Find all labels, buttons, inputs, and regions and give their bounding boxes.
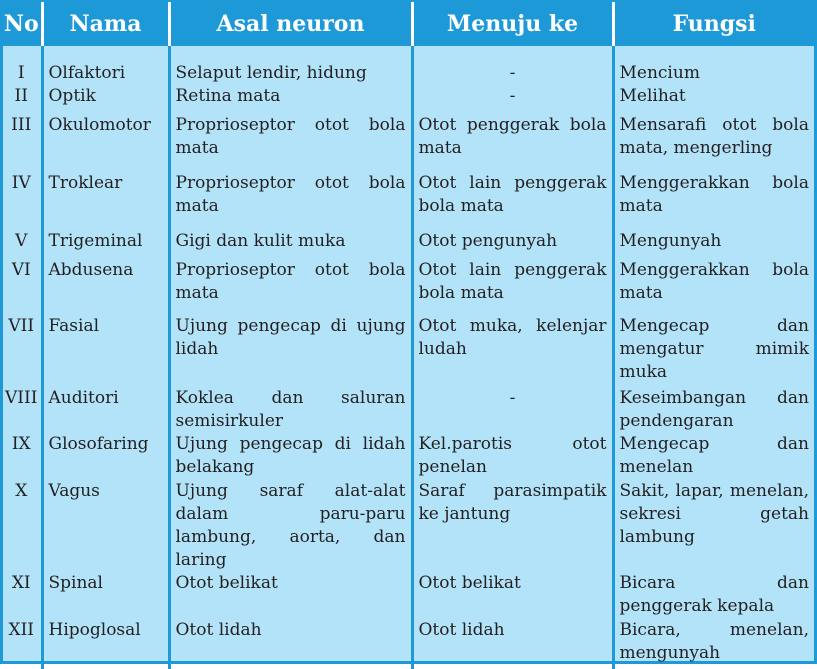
cranial-nerves-table	[2, 2, 814, 669]
cell-asal: Proprioseptor otot bola mata	[169, 259, 412, 315]
cell-no: V	[15, 231, 28, 251]
cell-menuju: Otot penggerak bola mata	[412, 114, 613, 172]
cell-fungsi: Keseimbangan dan pendengaran	[613, 387, 814, 433]
table-row	[2, 619, 814, 669]
cell-fungsi: Bicara, menelan, mengunyah	[613, 619, 814, 669]
cell-menuju: Otot muka, kelenjar ludah	[412, 315, 613, 387]
table-row	[2, 114, 814, 172]
cell-no: I	[17, 63, 25, 83]
header-menuju-ke: Menuju ke	[412, 2, 613, 46]
cell-nama: Trigeminal	[42, 230, 169, 259]
cell-no: IV	[11, 173, 31, 193]
cell-no: VIII	[5, 388, 38, 408]
cell-menuju: -	[412, 387, 613, 433]
cell-fungsi: Menggerakkan bola mata	[613, 259, 814, 315]
header-asal-neuron: Asal neuron	[169, 2, 412, 46]
cell-menuju: -	[412, 85, 613, 114]
cell-menuju: Saraf parasimpatik ke jantung	[412, 480, 613, 572]
header-no: No	[2, 2, 42, 46]
cell-menuju: Kel.parotis otot penelan	[412, 433, 613, 480]
table-row	[2, 172, 814, 230]
cell-nama: Troklear	[42, 172, 169, 230]
cell-menuju: Otot belikat	[412, 572, 613, 619]
cell-asal: Selaput lendir, hidung	[169, 46, 412, 85]
cell-menuju: Otot lain penggerak bola mata	[412, 172, 613, 230]
cell-nama: Olfaktori	[42, 46, 169, 85]
table-row	[2, 433, 814, 480]
cell-nama: Abdusena	[42, 259, 169, 315]
cell-asal: Otot belikat	[169, 572, 412, 619]
cell-fungsi: Mengunyah	[613, 230, 814, 259]
cell-fungsi: Menggerakkan bola mata	[613, 172, 814, 230]
table-row	[2, 85, 814, 114]
cell-no: VI	[11, 260, 31, 280]
cell-asal: Proprioseptor otot bola mata	[169, 172, 412, 230]
cell-no: II	[14, 86, 28, 106]
cell-nama: Vagus	[42, 480, 169, 572]
table-row	[2, 259, 814, 315]
header-nama: Nama	[42, 2, 169, 46]
cell-asal: Koklea dan saluran semisirkuler	[169, 387, 412, 433]
cell-nama: Fasial	[42, 315, 169, 387]
cell-nama: Glosofaring	[42, 433, 169, 480]
table-row	[2, 480, 814, 572]
cell-menuju: Otot pengunyah	[412, 230, 613, 259]
cell-nama: Auditori	[42, 387, 169, 433]
cell-nama: Optik	[42, 85, 169, 114]
cell-nama: Spinal	[42, 572, 169, 619]
table-row	[2, 230, 814, 259]
cell-fungsi: Mengecap dan mengatur mimik muka	[613, 315, 814, 387]
cell-asal: Otot lidah	[169, 619, 412, 669]
header-fungsi: Fungsi	[613, 2, 814, 46]
cell-asal: Gigi dan kulit muka	[169, 230, 412, 259]
cell-fungsi: Mencium	[613, 46, 814, 85]
cell-fungsi: Mengecap dan menelan	[613, 433, 814, 480]
table-row	[2, 387, 814, 433]
cell-no: VII	[8, 316, 35, 336]
cell-nama: Hipoglosal	[42, 619, 169, 669]
cell-asal: Ujung pengecap di lidah belakang	[169, 433, 412, 480]
table-row	[2, 315, 814, 387]
cell-menuju: Otot lidah	[412, 619, 613, 669]
cell-fungsi: Mensarafi otot bola mata, mengerling	[613, 114, 814, 172]
cell-no: XI	[11, 573, 31, 593]
cell-menuju: Otot lain penggerak bola mata	[412, 259, 613, 315]
header-row	[2, 2, 814, 46]
table-row	[2, 572, 814, 619]
cell-fungsi: Melihat	[613, 85, 814, 114]
cell-fungsi: Sakit, lapar, menelan, sekresi getah lambung	[613, 480, 814, 572]
cell-fungsi: Bicara dan penggerak kepala	[613, 572, 814, 619]
cell-no: XII	[8, 620, 35, 640]
cell-no: IX	[11, 434, 31, 454]
cell-asal: Retina mata	[169, 85, 412, 114]
cell-menuju: -	[412, 46, 613, 85]
cell-asal: Ujung saraf alat-alat dalam paru-paru lambung, aorta, dan laring	[169, 480, 412, 572]
cell-asal: Proprioseptor otot bola mata	[169, 114, 412, 172]
cell-no: III	[11, 115, 32, 135]
table-row	[2, 46, 814, 85]
cell-nama: Okulomotor	[42, 114, 169, 172]
cell-no: X	[15, 481, 28, 501]
cell-asal: Ujung pengecap di ujung lidah	[169, 315, 412, 387]
